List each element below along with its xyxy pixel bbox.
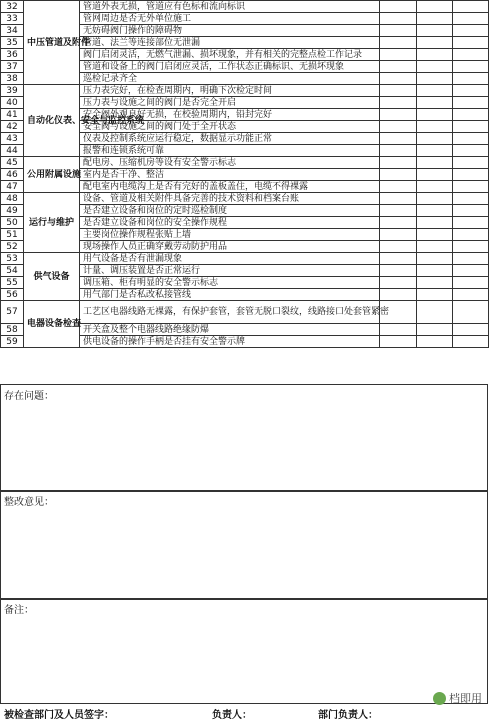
row-number: 59 [1,336,24,348]
category-public: 公用附属设施 [24,157,80,193]
result-cell[interactable] [417,301,453,324]
result-cell[interactable] [380,205,417,217]
category-pipe: 中压管道及附件 [24,1,80,85]
check-item: 用气部门是否私改私接管线 [80,289,380,301]
result-cell[interactable] [380,109,417,121]
result-cell[interactable] [453,157,489,169]
row-number: 41 [1,109,24,121]
result-cell[interactable] [417,61,453,73]
result-cell[interactable] [453,181,489,193]
result-cell[interactable] [380,1,417,13]
check-item: 是否建立设备和岗位的安全操作规程 [80,217,380,229]
check-item: 管道外表无损，管道应有色标和流向标识 [80,1,380,13]
check-item: 工艺区电器线路无裸露，有保护套管，套管无脱口裂纹，线路接口处套管紧密 [80,301,380,324]
result-cell[interactable] [417,289,453,301]
row-number: 42 [1,121,24,133]
check-item: 现场操作人员正确穿戴劳动防护用品 [80,241,380,253]
category-gas: 供气设备 [24,253,80,301]
result-cell[interactable] [453,301,489,324]
result-cell[interactable] [380,37,417,49]
result-cell[interactable] [453,97,489,109]
result-cell[interactable] [453,253,489,265]
table-row [1,301,489,324]
result-cell[interactable] [453,121,489,133]
row-number: 50 [1,217,24,229]
check-item: 配电室内电缆沟上是否有完好的盖板盖住，电缆不得裸露 [80,181,380,193]
notes-box[interactable] [0,598,488,704]
result-cell[interactable] [453,289,489,301]
result-cell[interactable] [380,265,417,277]
row-number: 34 [1,25,24,37]
result-cell[interactable] [453,109,489,121]
check-item: 管网周边是否无外单位施工 [80,13,380,25]
row-number: 57 [1,301,24,324]
check-item: 是否建立设备和岗位的定时巡检制度 [80,205,380,217]
result-cell[interactable] [417,336,453,348]
check-item: 管道、法兰等连接部位无泄漏 [80,37,380,49]
result-cell[interactable] [417,25,453,37]
check-item: 开关盒及整个电器线路绝缘防爆 [80,324,380,336]
check-item: 设备、管道及相关附件具备完善的技术资料和档案台账 [80,193,380,205]
result-cell[interactable] [417,97,453,109]
row-number: 53 [1,253,24,265]
result-cell[interactable] [417,169,453,181]
problems-label: 存在问题： [4,391,54,402]
result-cell[interactable] [380,49,417,61]
result-cell[interactable] [453,336,489,348]
result-cell[interactable] [380,289,417,301]
result-cell[interactable] [380,253,417,265]
check-item: 报警和连锁系统可靠 [80,145,380,157]
category-ops: 运行与维护 [24,193,80,253]
result-cell[interactable] [380,25,417,37]
result-cell[interactable] [380,85,417,97]
result-cell[interactable] [453,241,489,253]
check-item: 仪表及控制系统应运行稳定，数据显示功能正常 [80,133,380,145]
result-cell[interactable] [417,217,453,229]
row-number: 44 [1,145,24,157]
check-item: 压力表完好，在检查周期内，明确下次检定时间 [80,85,380,97]
result-cell[interactable] [453,145,489,157]
check-item: 调压箱、柜有明显的安全警示标志 [80,277,380,289]
check-item: 配电房、压缩机房等设有安全警示标志 [80,157,380,169]
result-cell[interactable] [380,73,417,85]
row-number: 47 [1,181,24,193]
dept-responsible-label: 部门负责人： [318,710,378,721]
result-cell[interactable] [453,324,489,336]
row-number: 40 [1,97,24,109]
category-automation: 自动化仪表、安全与监控系统 [24,85,80,157]
rectify-label: 整改意见： [4,497,54,508]
check-item: 巡检记录齐全 [80,73,380,85]
row-number: 52 [1,241,24,253]
problems-box[interactable] [0,384,488,492]
watermark-logo-icon [433,692,446,705]
checklist-table [0,0,489,348]
result-cell[interactable] [453,37,489,49]
check-item: 用气设备是否有泄漏现象 [80,253,380,265]
result-cell[interactable] [453,169,489,181]
result-cell[interactable] [417,229,453,241]
row-number: 38 [1,73,24,85]
inspected-sign-label: 被检查部门及人员签字： [4,710,114,721]
row-number: 46 [1,169,24,181]
result-cell[interactable] [380,133,417,145]
check-item: 主要岗位操作规程张贴上墙 [80,229,380,241]
result-cell[interactable] [453,193,489,205]
check-item: 无妨碍阀门操作的障碍物 [80,25,380,37]
row-number: 48 [1,193,24,205]
category-electrical: 电器设备检查 [24,301,80,348]
result-cell[interactable] [380,241,417,253]
result-cell[interactable] [453,1,489,13]
row-number: 56 [1,289,24,301]
result-cell[interactable] [417,133,453,145]
row-number: 51 [1,229,24,241]
result-cell[interactable] [453,217,489,229]
result-cell[interactable] [380,193,417,205]
result-cell[interactable] [453,85,489,97]
result-cell[interactable] [380,169,417,181]
result-cell[interactable] [453,13,489,25]
result-cell[interactable] [453,205,489,217]
row-number: 45 [1,157,24,169]
result-cell[interactable] [380,181,417,193]
result-cell[interactable] [417,73,453,85]
row-number: 32 [1,1,24,13]
responsible-label: 负责人： [212,710,252,721]
check-item: 阀门启闭灵活，无燃气泄漏、损坏现象，并有相关的完整点检工作记录 [80,49,380,61]
result-cell[interactable] [380,336,417,348]
result-cell[interactable] [417,13,453,25]
signature-footer [0,704,488,720]
result-cell[interactable] [380,277,417,289]
result-cell[interactable] [380,61,417,73]
row-number: 54 [1,265,24,277]
table-row [1,157,489,169]
result-cell[interactable] [417,1,453,13]
check-item: 供电设备的操作手柄是否挂有安全警示牌 [80,336,380,348]
result-cell[interactable] [417,241,453,253]
check-item: 压力表与设施之间的阀门是否完全开启 [80,97,380,109]
table-row [1,253,489,265]
result-cell[interactable] [380,157,417,169]
result-cell[interactable] [417,324,453,336]
result-cell[interactable] [417,121,453,133]
check-item: 安全阀外观良好无损，在校验周期内，铅封完好 [80,109,380,121]
row-number: 49 [1,205,24,217]
result-cell[interactable] [380,217,417,229]
row-number: 43 [1,133,24,145]
result-cell[interactable] [453,133,489,145]
result-cell[interactable] [380,121,417,133]
result-cell[interactable] [380,324,417,336]
table-row [1,1,489,13]
result-cell[interactable] [417,49,453,61]
result-cell[interactable] [380,145,417,157]
check-item: 室内是否干净、整洁 [80,169,380,181]
row-number: 58 [1,324,24,336]
result-cell[interactable] [417,109,453,121]
check-item: 安全阀与设施之间的阀门处于全开状态 [80,121,380,133]
result-cell[interactable] [380,97,417,109]
result-cell[interactable] [417,193,453,205]
row-number: 39 [1,85,24,97]
result-cell[interactable] [417,157,453,169]
notes-label: 备注： [4,605,34,616]
row-number: 36 [1,49,24,61]
table-row [1,193,489,205]
result-cell[interactable] [417,277,453,289]
result-cell[interactable] [417,205,453,217]
check-item: 计量、调压装置是否正常运行 [80,265,380,277]
result-cell[interactable] [380,13,417,25]
result-cell[interactable] [417,181,453,193]
result-cell[interactable] [417,145,453,157]
result-cell[interactable] [380,229,417,241]
result-cell[interactable] [417,85,453,97]
watermark-text: 档即用 [449,692,482,705]
result-cell[interactable] [453,61,489,73]
row-number: 35 [1,37,24,49]
check-item: 管道和设备上的阀门启闭应灵活，工作状态正确标识、无损坏现象 [80,61,380,73]
row-number: 55 [1,277,24,289]
result-cell[interactable] [453,25,489,37]
table-row [1,85,489,97]
result-cell[interactable] [417,253,453,265]
rectify-box[interactable] [0,490,488,600]
row-number: 37 [1,61,24,73]
result-cell[interactable] [417,37,453,49]
result-cell[interactable] [453,49,489,61]
row-number: 33 [1,13,24,25]
result-cell[interactable] [453,277,489,289]
result-cell[interactable] [417,265,453,277]
result-cell[interactable] [453,73,489,85]
result-cell[interactable] [453,229,489,241]
result-cell[interactable] [453,265,489,277]
